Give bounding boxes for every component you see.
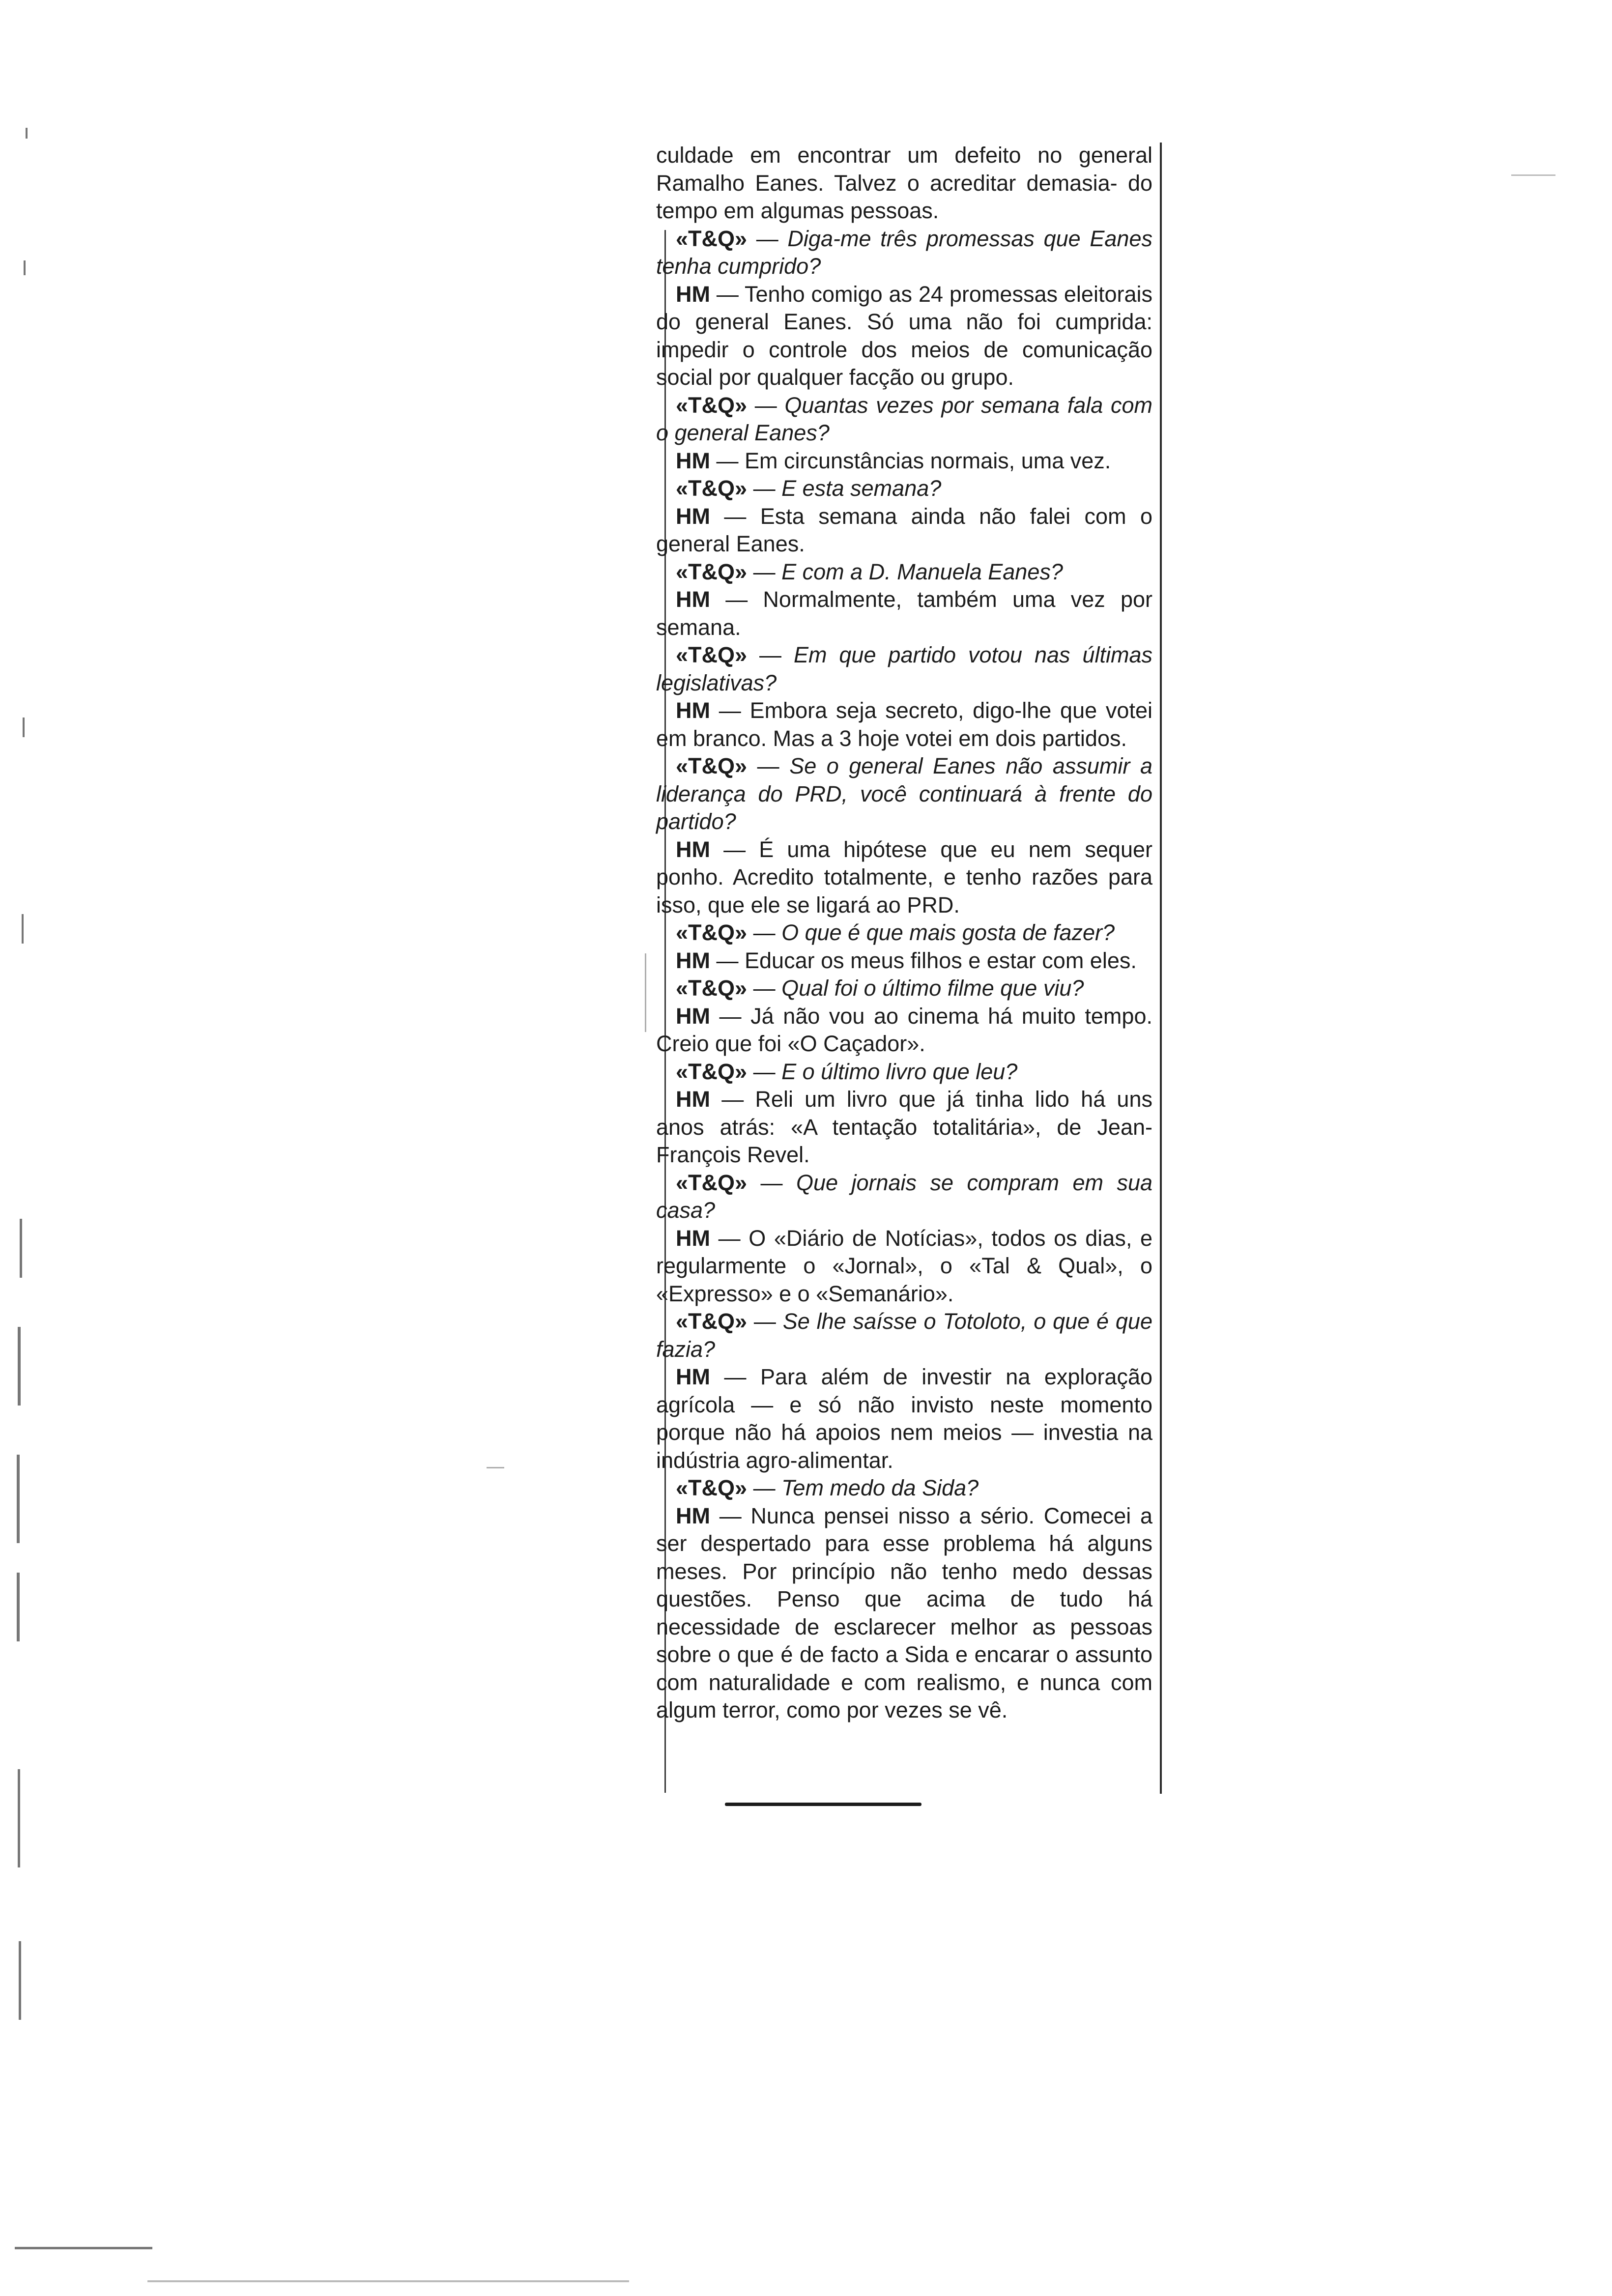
speaker-label: HM: [676, 698, 710, 723]
answer-text: É uma hipótese que eu nem sequer ponho. Acredito totalmente, e tenho razões para isso, que ele se ligará ao PRD.: [656, 836, 1152, 918]
interview-question: [656, 641, 1152, 697]
speaker-label: «T&Q»: [676, 1309, 748, 1334]
speaker-label: «T&Q»: [676, 642, 748, 667]
speaker-label: HM: [676, 587, 710, 612]
intro-line: Ramalho Eanes. Talvez o acreditar demasia-: [656, 170, 1118, 196]
em-dash: —: [753, 559, 776, 584]
em-dash: —: [759, 642, 781, 667]
interview-answer: [656, 1003, 1152, 1058]
question-text: E esta semana?: [781, 476, 942, 501]
em-dash: —: [724, 503, 747, 529]
speaker-label: HM: [676, 836, 710, 862]
interview-answer: [656, 281, 1152, 392]
em-dash: —: [716, 947, 739, 973]
question-text: Diga-me três promessas que Eanes tenha cumprido?: [656, 226, 1152, 279]
interview-column: [656, 142, 1152, 1724]
speaker-label: HM: [676, 1087, 710, 1112]
interview-question: [656, 558, 1152, 586]
speaker-label: HM: [676, 1364, 710, 1389]
interview-question: [656, 1474, 1152, 1502]
scan-speck: [18, 1769, 20, 1867]
em-dash: —: [753, 1059, 776, 1084]
speaker-label: «T&Q»: [676, 392, 748, 418]
em-dash: —: [724, 1364, 747, 1389]
scan-speck: [26, 128, 28, 139]
interview-answer: [656, 503, 1152, 558]
scan-speck: [645, 953, 646, 1032]
intro-line: culdade em encontrar um defeito no general: [656, 143, 1152, 168]
speaker-label: HM: [676, 448, 710, 473]
question-text: Se o general Eanes não assumir a liderança do PRD, você continuará à frente do partido?: [656, 753, 1152, 834]
answer-text: Educar os meus filhos e estar com eles.: [745, 947, 1137, 973]
em-dash: —: [721, 1087, 744, 1112]
speaker-label: «T&Q»: [676, 976, 748, 1001]
answer-text: Em circunstâncias normais, uma vez.: [745, 448, 1111, 473]
answer-text: Esta semana ainda não falei com o general Eanes.: [656, 503, 1152, 556]
speaker-label: «T&Q»: [676, 1059, 748, 1084]
em-dash: —: [723, 836, 746, 862]
speaker-label: HM: [676, 503, 710, 529]
em-dash: —: [753, 1309, 776, 1334]
interview-question: [656, 919, 1152, 947]
interview-answer: [656, 947, 1152, 975]
question-text: Se lhe saísse o Totoloto, o que é que fazia?: [656, 1309, 1152, 1362]
speaker-label: «T&Q»: [676, 753, 748, 778]
em-dash: —: [718, 1225, 741, 1251]
speaker-label: «T&Q»: [676, 476, 748, 501]
em-dash: —: [719, 1003, 742, 1029]
answer-text: Para além de investir na exploração agrícola — e só não invisto neste momento porque não há apoios nem meios — investia na indústria agro-alimentar.: [656, 1364, 1153, 1473]
scan-speck: [147, 2280, 629, 2282]
interview-question: [656, 392, 1152, 447]
em-dash: —: [725, 587, 748, 612]
interview-question: [656, 752, 1152, 836]
em-dash: —: [753, 1475, 776, 1500]
em-dash: —: [753, 976, 776, 1001]
em-dash: —: [760, 1170, 783, 1195]
question-text: Tem medo da Sida?: [781, 1475, 979, 1500]
em-dash: —: [753, 476, 776, 501]
interview-answer: [656, 1225, 1152, 1308]
answer-text: Normalmente, também uma vez por semana.: [656, 587, 1152, 640]
question-text: E o último livro que leu?: [781, 1059, 1018, 1084]
scan-speck: [15, 2247, 152, 2249]
question-text: O que é que mais gosta de fazer?: [781, 920, 1115, 945]
answer-text: Embora seja secreto, digo-lhe que votei em branco. Mas a 3 hoje votei em dois partidos.: [656, 698, 1152, 751]
question-text: Qual foi o último filme que viu?: [781, 976, 1084, 1001]
speaker-label: «T&Q»: [676, 1170, 748, 1195]
article-end-rule: [725, 1803, 921, 1806]
interview-question: [656, 1169, 1152, 1225]
em-dash: —: [754, 392, 777, 418]
interview-question: [656, 475, 1152, 503]
scan-speck: [20, 1219, 22, 1278]
scan-speck: [1511, 174, 1555, 176]
question-text: Em que partido votou nas últimas legislativas?: [656, 642, 1152, 695]
em-dash: —: [719, 1503, 742, 1528]
speaker-label: «T&Q»: [676, 226, 748, 251]
speaker-label: «T&Q»: [676, 920, 748, 945]
answer-text: Nunca pensei nisso a sério. Comecei a ser despertado para esse problema há alguns meses. Por princípio não tenho medo dessas questões. Penso que acima de tudo há necessidade de esclarecer melhor as pessoas sobre o que é de facto a Sida e encarar o assunto com naturalidade e com realismo, e nunca com algum terror, como por vezes se vê.: [656, 1503, 1152, 1722]
question-text: Que jornais se compram em sua casa?: [656, 1170, 1152, 1223]
intro-text: [656, 142, 1152, 225]
interview-answer: [656, 1086, 1152, 1169]
em-dash: —: [719, 698, 741, 723]
scan-speck: [23, 718, 25, 737]
interview-question: [656, 1308, 1152, 1363]
speaker-label: HM: [676, 1225, 710, 1251]
scan-speck: [19, 1941, 21, 2020]
interview-answer: [656, 1502, 1152, 1724]
interview-answer: [656, 1363, 1152, 1474]
scan-speck: [22, 914, 24, 944]
interview-answer: [656, 836, 1152, 919]
question-text: E com a D. Manuela Eanes?: [781, 559, 1063, 584]
interview-question: [656, 975, 1152, 1003]
scan-speck: [18, 1327, 21, 1406]
answer-text: Tenho comigo as 24 promessas eleitorais do general Eanes. Só uma não foi cumprida: impedir o controle dos meios de comunicação social por qualquer facção ou grupo.: [656, 281, 1152, 390]
em-dash: —: [716, 448, 739, 473]
speaker-label: HM: [676, 1503, 710, 1528]
intro-line: do tempo em algumas pessoas.: [656, 170, 1152, 223]
scan-speck: [17, 1455, 20, 1543]
em-dash: —: [753, 920, 776, 945]
em-dash: —: [756, 226, 778, 251]
question-text: Quantas vezes por semana fala com o general Eanes?: [656, 392, 1152, 445]
answer-text: O «Diário de Notícias», todos os dias, e regularmente o «Jornal», o «Tal & Qual», o «Expresso» e o «Semanário».: [656, 1225, 1152, 1306]
interview-answer: [656, 447, 1152, 475]
scan-speck: [17, 1573, 20, 1641]
interview-answer: [656, 697, 1152, 752]
speaker-label: HM: [676, 281, 710, 307]
interview-question: [656, 225, 1152, 281]
scan-speck: [24, 260, 26, 275]
answer-text: Já não vou ao cinema há muito tempo. Creio que foi «O Caçador».: [656, 1003, 1152, 1056]
interview-exchanges: [656, 225, 1152, 1724]
speaker-label: HM: [676, 1003, 710, 1029]
speaker-label: «T&Q»: [676, 1475, 748, 1500]
em-dash: —: [716, 281, 739, 307]
scan-speck: [487, 1467, 504, 1468]
answer-text: Reli um livro que já tinha lido há uns anos atrás: «A tentação totalitária», de Jean-François Revel.: [656, 1087, 1152, 1167]
speaker-label: HM: [676, 947, 710, 973]
interview-answer: [656, 586, 1152, 641]
speaker-label: «T&Q»: [676, 559, 748, 584]
interview-question: [656, 1058, 1152, 1086]
column-right-rule: [1160, 143, 1162, 1794]
em-dash: —: [757, 753, 779, 778]
